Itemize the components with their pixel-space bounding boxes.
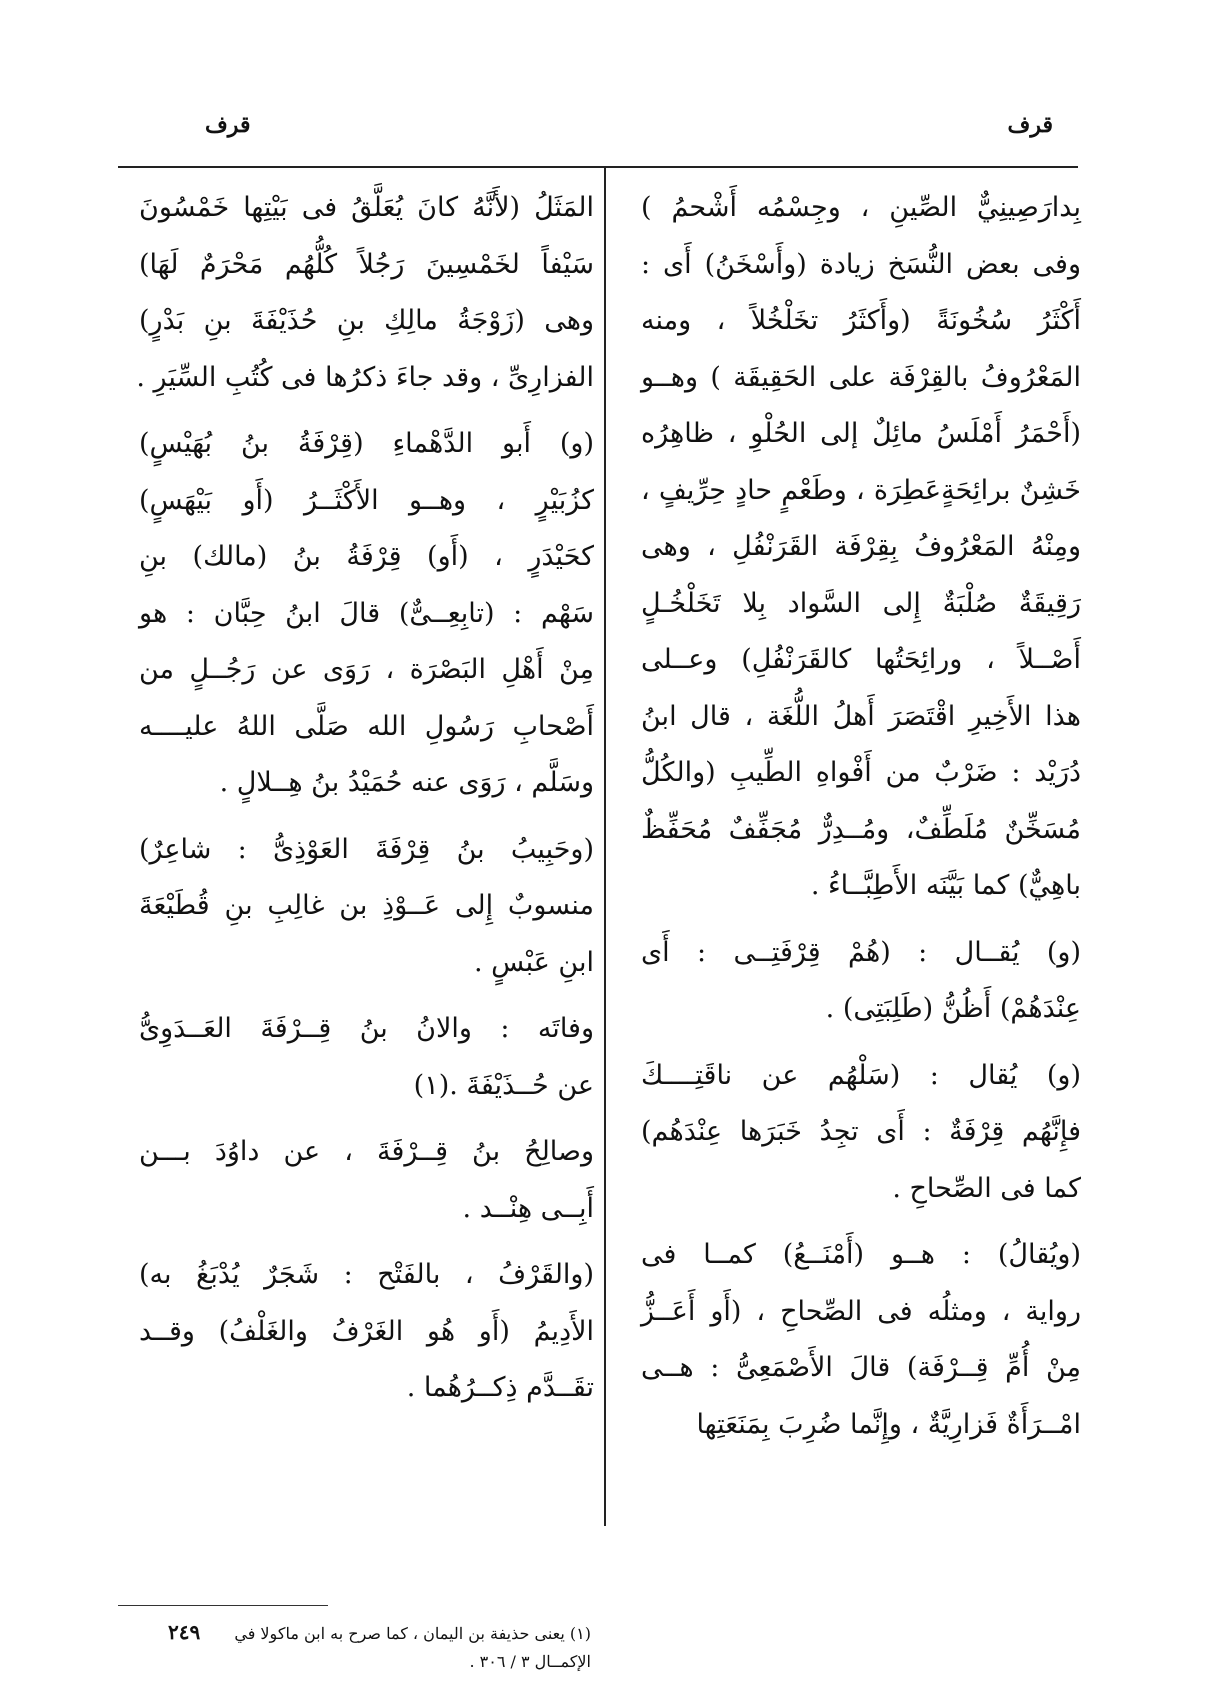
entry-paragraph [139,1124,594,1237]
text-line: وسَلَّم ، رَوَى عنه حُمَيْدُ بنُ هِــلالٍ . [219,767,594,798]
text-line: كزُبَيْرٍ ، وهــو الأَكْثَــرُ (أَو بَيْهَسٍ) [139,484,594,516]
text-line: منسوبٌ إِلى عَــوْذِ بن غالِبِ بنِ قُطَيْعَةَ [139,890,594,921]
text-line: وفاتَه : والانُ بنُ قِــرْفَةَ العَــدَوِىُّ [139,1013,594,1044]
text-line: دُرَيْد : ضَرْبٌ من أَفْواهِ الطِّيبِ (والكُلُّ [641,757,1081,788]
text-line: (و) يُقــال : (هُمْ قِرْفَتِــى : أَى [641,936,1081,968]
text-line: المَعْرُوفُ بالقِرْفَة على الحَقِيقَة ) وهــو [641,361,1081,393]
text-line: فإِنَّهُم قِرْفَةٌ : أَى تجِدُ خَبَرَها عِنْدَهُم) [641,1116,1081,1147]
entry-paragraph [139,1001,594,1114]
text-line: تقَــدَّم ذِكــرُهُما . [406,1372,594,1403]
entry-paragraph [641,1048,1081,1218]
entry-paragraph [139,416,594,812]
text-line: كحَيْدَرٍ ، (أَو) قِرْفَةُ بنُ (مالك) بنِ [139,541,594,572]
footnote [136,1620,591,1676]
text-line: مُسَخِّنٌ مُلَطِّفٌ، ومُــدِرٌّ مُجَفِّفٌ مُحَفِّظٌ [641,813,1081,845]
text-line: (و) أَبو الدَّهْماءِ (قِرْفَةُ بنُ بُهَيْسٍ) [139,428,594,459]
text-line: رَقِيقَةٌ صُلْبَةٌ إِلى السَّواد بِلا تَخَلْخُـلٍ [641,587,1081,619]
text-line: هذا الأَخِيرِ اقْتَصَرَ أَهلُ اللُّغَة ، قال ابنُ [641,700,1081,732]
text-line: أَصْحابِ رَسُولِ الله صَلَّى اللهُ عليــــه [139,710,594,742]
entry-paragraph [139,1247,594,1417]
text-line: بِدارَصِينِيٌّ الصِّينِ ، وجِسْمُه أَشْحمُ ) [641,192,1081,223]
text-line: عن حُــذَيْفَةَ .(١) [413,1069,594,1101]
text-line: كما فى الصِّحاحِ . [892,1172,1081,1204]
text-line: أَبِــى هِنْــد . [462,1192,594,1224]
text-line: وصالِحُ بنُ قِــرْفَةَ ، عن داوُدَ بـــن [139,1136,594,1167]
column-divider [604,166,606,1526]
header-right-word: قرف [1007,112,1053,138]
text-line: (و) يُقال : (سَلْهُم عن ناقَتِــــكَ [641,1059,1081,1091]
text-line: أَصْــلاً ، ورائِحَتُها كالقَرَنْفُلِ) وعــلى [641,644,1081,675]
text-line: مِنْ أَهْلِ البَصْرَة ، رَوَى عن رَجُــلٍ من [139,654,594,685]
text-line: (ويُقالُ) : هــو (أَمْنَــعُ) كمــا فى [641,1239,1081,1270]
text-line: (وحَبِيبُ بنُ قِرْفَةَ العَوْذِىُّ : شاعِرٌ) [139,833,594,865]
footnote-line: (١) يعنى حذيفة بن اليمان ، كما صرح به ابن ماكولا في [234,1624,591,1643]
entry-paragraph [136,180,594,406]
left-column [136,180,594,1427]
footnote-line: الإكمــال ٣ / ٣٠٦ . [469,1652,591,1671]
text-line: سَهْم : (تابِعِــىٌّ) قالَ ابنُ حِبَّان : هو [139,597,594,629]
right-column [641,180,1081,1463]
page-number: ٢٤٩ [168,1620,201,1644]
text-line: ابنِ عَبْسٍ . [474,946,594,978]
text-line: ومِنْهُ المَعْرُوفُ بِقِرْفَة القَرَنْفُلِ ، وهى [641,531,1081,562]
text-line: مِنْ أُمِّ قِــرْفَة) قالَ الأَصْمَعِىُّ : هــى [641,1352,1081,1383]
text-line: أَكْثَرُ سُخُونَةً (وأَكثَرُ تخَلْخُلاً ، ومنه [641,305,1081,336]
text-line: باهِيٌّ) كما بَيَّنَه الأَطِبَّــاءُ . [810,870,1081,901]
text-line: (أَحْمَرُ أَمْلَسُ مائِلٌ إلى الحُلْوِ ، ظاهِرُه [641,418,1081,449]
text-line: وهى (زَوْجَةُ مالِكِ بنِ حُذَيْفَةَ بنِ بَدْرٍ) [139,305,594,336]
text-line: الفزارِىِّ ، وقد جاءَ ذكرُها فى كُتُبِ السِّيَرِ . [136,361,594,393]
entry-paragraph [641,1227,1081,1453]
footnote-divider [118,1605,328,1606]
text-line: المَثَلُ (لأَنَّهُ كانَ يُعَلَّقُ فى بَيْتِها خَمْسُونَ [139,192,594,223]
text-line: (والقَرْفُ ، بالفَتْح : شَجَرٌ يُدْبَغُ به) [139,1259,594,1290]
header-divider [118,166,1078,168]
text-line: عِنْدَهُمْ) أَظُنُّ (طَلِبَتِى) . [825,993,1081,1024]
text-line: خَشِنٌ برائِحَةٍعَطِرَة ، وطَعْمٍ حادٍ حِرِّيفٍ ، [641,474,1081,506]
text-line: الأَدِيمُ (أَو هُو الغَرْفُ والغَلْفُ) وقــد [139,1315,594,1347]
entry-paragraph [641,925,1081,1038]
text-line: وفى بعض النُّسَخ زيادة (وأَسْخَنُ) أَى : [641,248,1081,280]
text-line: رواية ، ومثلُه فى الصِّحاحِ ، (أَو أَعَــزُّ [641,1295,1081,1327]
text-line: امْــرَأَةٌ فَزارِيَّةٌ ، وإِنَّما ضُرِبَ بِمَنَعَتِها [696,1408,1081,1440]
header-left-word: قرف [205,112,251,138]
entry-paragraph [139,822,594,992]
text-line: سَيْفاً لخَمْسِينَ رَجُلاً كُلُّهُم مَحْرَمٌ لَهَا) [139,248,594,280]
entry-paragraph [641,180,1081,915]
